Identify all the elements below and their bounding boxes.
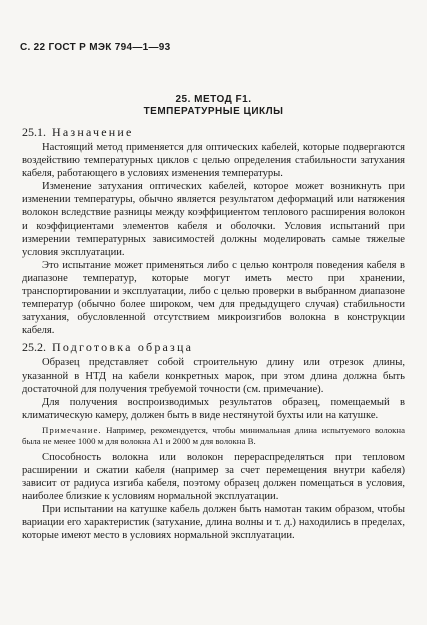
page-header: С. 22 ГОСТ Р МЭК 794—1—93 — [20, 42, 171, 53]
note — [22, 425, 405, 448]
method-title: 25. МЕТОД F1. — [175, 94, 252, 105]
paragraph: Для получения воспроизводимых результатов образец, помещаемый в климатическую камеру, должен быть в виде нестянутой бухты или на катушке. — [22, 396, 405, 421]
section-heading — [22, 340, 405, 355]
note-label: Примечание. — [42, 424, 102, 435]
section-name: Подготовка образца — [52, 340, 194, 355]
paragraph: Это испытание может применяться либо с целью контроля поведения кабеля в диапазоне температур, которые могут иметь место при хранении, транспортировании и эксплуатации, либо с целью проверки в выбранном диапазоне температур (обычно более широком, чем для предыдущего случая) стабильности затухания, обусловленной отсутствием микроизгибов волокна в конструкции кабеля. — [22, 259, 405, 337]
paragraph: Образец представляет собой строительную длину или отрезок длины, указанной в НТД на кабели конкретных марок, при этом длина должна быть достаточной для получения требуемой точности (см. примечание). — [22, 357, 405, 395]
section-number: 25.2. — [22, 340, 46, 355]
paragraph: Настоящий метод применяется для оптических кабелей, которые подвергаются воздействию температурных циклов с целью определения стабильности затухания кабеля, работающего в условиях изменения температуры. — [22, 142, 405, 180]
paragraph: При испытании на катушке кабель должен быть намотан таким образом, чтобы вариации его характеристик (затухание, длина волны и т. д.) находились в пределах, которые имеют место в условиях нормальной эксплуатации. — [22, 504, 405, 542]
section-number: 25.1. — [22, 125, 46, 139]
note-text: Например, рекомендуется, чтобы минимальная длина испытуемого волокна была не менее 1000 м для волокна А1 и 2000 м для волокна В. — [22, 424, 405, 447]
document-body — [22, 125, 405, 543]
section-heading — [22, 125, 405, 140]
method-subtitle: ТЕМПЕРАТУРНЫЕ ЦИКЛЫ — [143, 106, 284, 117]
paragraph: Изменение затухания оптических кабелей, которое может возникнуть при изменении температуры, обычно является результатом деформаций или натяжения волокон вследствие разницы между коэффициентом теплового расширения волокон и коэффициентами элементов кабеля и оболочки. Условия испытаний при измерении температурных зависимостей должны моделировать самые тяжелые условия эксплуатации. — [22, 181, 405, 258]
section-name: Назначение — [52, 125, 134, 139]
paragraph: Способность волокна или волокон перераспределяться при тепловом расширении и сжатии кабеля (например за счет перемещения внутри кабеля) зависит от радиуса изгиба кабеля, поэтому образец должен помещаться в условия, наиболее близкие к условиям нормальной эксплуатации. — [22, 451, 405, 503]
